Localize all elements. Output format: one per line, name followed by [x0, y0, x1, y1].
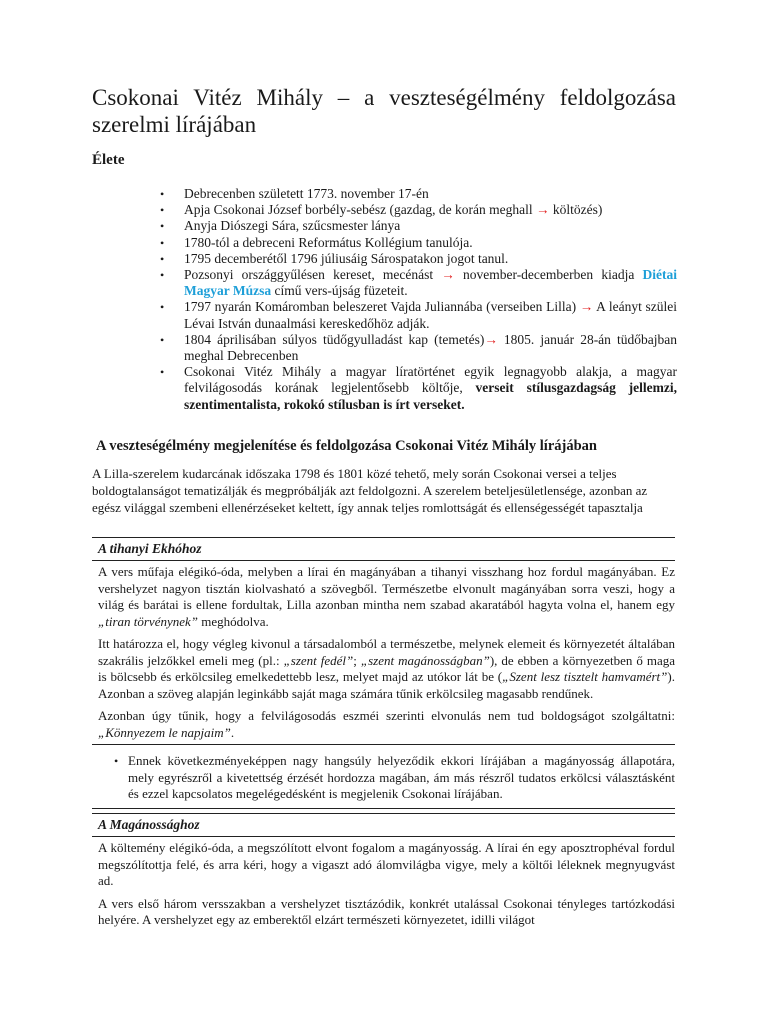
- maganossaghoz-box: [92, 813, 675, 932]
- list-item: • Anyja Diószegi Sára, szűcsmester lánya: [140, 218, 677, 234]
- paragraph: Itt határozza el, hogy végleg kivonul a társadalomból a természetbe, melynek elemeit és környezetét általában szakrális jelzőkkel emeli meg (pl.: „szent fedél”; „szent magánosságban”), de ebben a környezetben ő maga is bölcsebb és erkölcsileg emelkedettebb lesz, melyet majd az utókor lát be („Szent lesz tisztelt hamvamért”). Azonban a szöveg alapján leginkább saját maga számára tűnik erkölcsileg magasabb rendűnek.: [98, 636, 675, 701]
- arrow-icon: →: [536, 202, 550, 218]
- list-item: • Pozsonyi országgyűlésen kereset, mecénást → november-decemberben kiadja Diétai Magyar Múzsa című vers-újság füzeteit.: [140, 267, 677, 299]
- arrow-icon: →: [579, 299, 594, 315]
- paragraph: Azonban úgy tűnik, hogy a felvilágosodás eszméi szerinti elvonulás nem tud boldogságot szolgáltatni: „Könnyezem le napjaim”.: [98, 708, 675, 740]
- list-item: • Debrecenben született 1773. november 17-én: [140, 186, 677, 202]
- section-heading-veszteseg: A veszteségélmény megjelenítése és feldolgozása Csokonai Vitéz Mihály lírájában: [96, 438, 597, 454]
- biography-list: [140, 186, 677, 413]
- list-item: • Apja Csokonai József borbély-sebész (gazdag, de korán meghall → költözés): [140, 202, 677, 218]
- list-item: • 1797 nyarán Komáromban beleszeret Vajda Juliannába (verseiben Lilla) → A leányt szülei Lévai István dunaalmási kereskedőhöz adják.: [140, 299, 677, 331]
- bold-text: verseit stílusgazdagság jellemzi, szentimentalista, rokokó stílusban is írt verseket.: [184, 380, 677, 412]
- list-item: • 1780-tól a debreceni Református Kollégium tanulója.: [140, 235, 677, 251]
- document-title: Csokonai Vitéz Mihály – a veszteségélmény feldolgozása szerelmi lírájában: [92, 85, 676, 137]
- arrow-icon: →: [484, 331, 498, 347]
- intro-paragraph: A Lilla-szerelem kudarcának időszaka 1798 és 1801 közé tehető, mely során Csokonai versei a teljes boldogtalanságot tematizálják és megpróbálják azt feldolgozni. A szerelem beteljesületlensége, azonban az egész világgal szembeni ellenérzéseket keltett, így annak teljes romlottságát és ellenségességét tapasztalja: [92, 466, 648, 515]
- list-item: • Ennek következményeképpen nagy hangsúly helyeződik ekkori lírájában a magányosság állapotára, mely egyrészről a kivetettség érzését hordozza magában, ám más részről tudatos erkölcsi választásként és ezzel kapcsolatos megelégedésként is megjelenik Csokonai lírájában.: [92, 747, 675, 808]
- box-title: A Magánossághoz: [92, 814, 675, 837]
- paragraph: A vers első három versszakban a vershelyzet tisztázódik, konkrét utalással Csokonai tényleges tartózkodási helyére. A vershelyzet egy az emberektől elzárt természeti környezetet, idilli világot: [98, 895, 675, 927]
- section-heading-elete: Élete: [92, 152, 125, 168]
- highlighted-title: Diétai Magyar Múzsa: [184, 267, 677, 299]
- paragraph: A vers műfaja elégikó-óda, melyben a lírai én magányában a tihanyi visszhang hoz fordul magányában. Ez vershelyzet nagyon tisztán kiolvasható a szövegből. Természetbe elvonult magányában sorra veszi, hogy a világ és barátai is ellene fordultak, Lilla azonban mintha nem szabad akaratából hagyta volna el, hanem egy „tiran törvénynek” meghódolva.: [98, 564, 675, 629]
- arrow-icon: →: [441, 267, 455, 283]
- box-title: A tihanyi Ekhóhoz: [92, 538, 675, 561]
- tihanyi-ekhohoz-box: [92, 537, 675, 745]
- list-item: • 1795 decemberétől 1796 júliusáig Sárospatakon jogot tanul.: [140, 251, 677, 267]
- list-item: • 1804 áprilisában súlyos tüdőgyulladást kap (temetés)→ 1805. január 28-án tüdőbajban meghal Debrecenben: [140, 332, 677, 364]
- paragraph: A költemény elégikó-óda, a megszólított elvont fogalom a magányosság. A lírai én egy aposztrophéval fordul megszólítottja felé, és arra kéri, hogy a vigaszt adó álomvilágba vigye, mely a költői léleknek megnyugvást ad.: [98, 840, 675, 888]
- summary-note: [92, 747, 675, 809]
- list-item: • Csokonai Vitéz Mihály a magyar líratörténet egyik legnagyobb alakja, a magyar felvilágosodás korának legjelentősebb költője, verseit stílusgazdagság jellemzi, szentimentalista, rokokó stílusban is írt verseket.: [140, 364, 677, 413]
